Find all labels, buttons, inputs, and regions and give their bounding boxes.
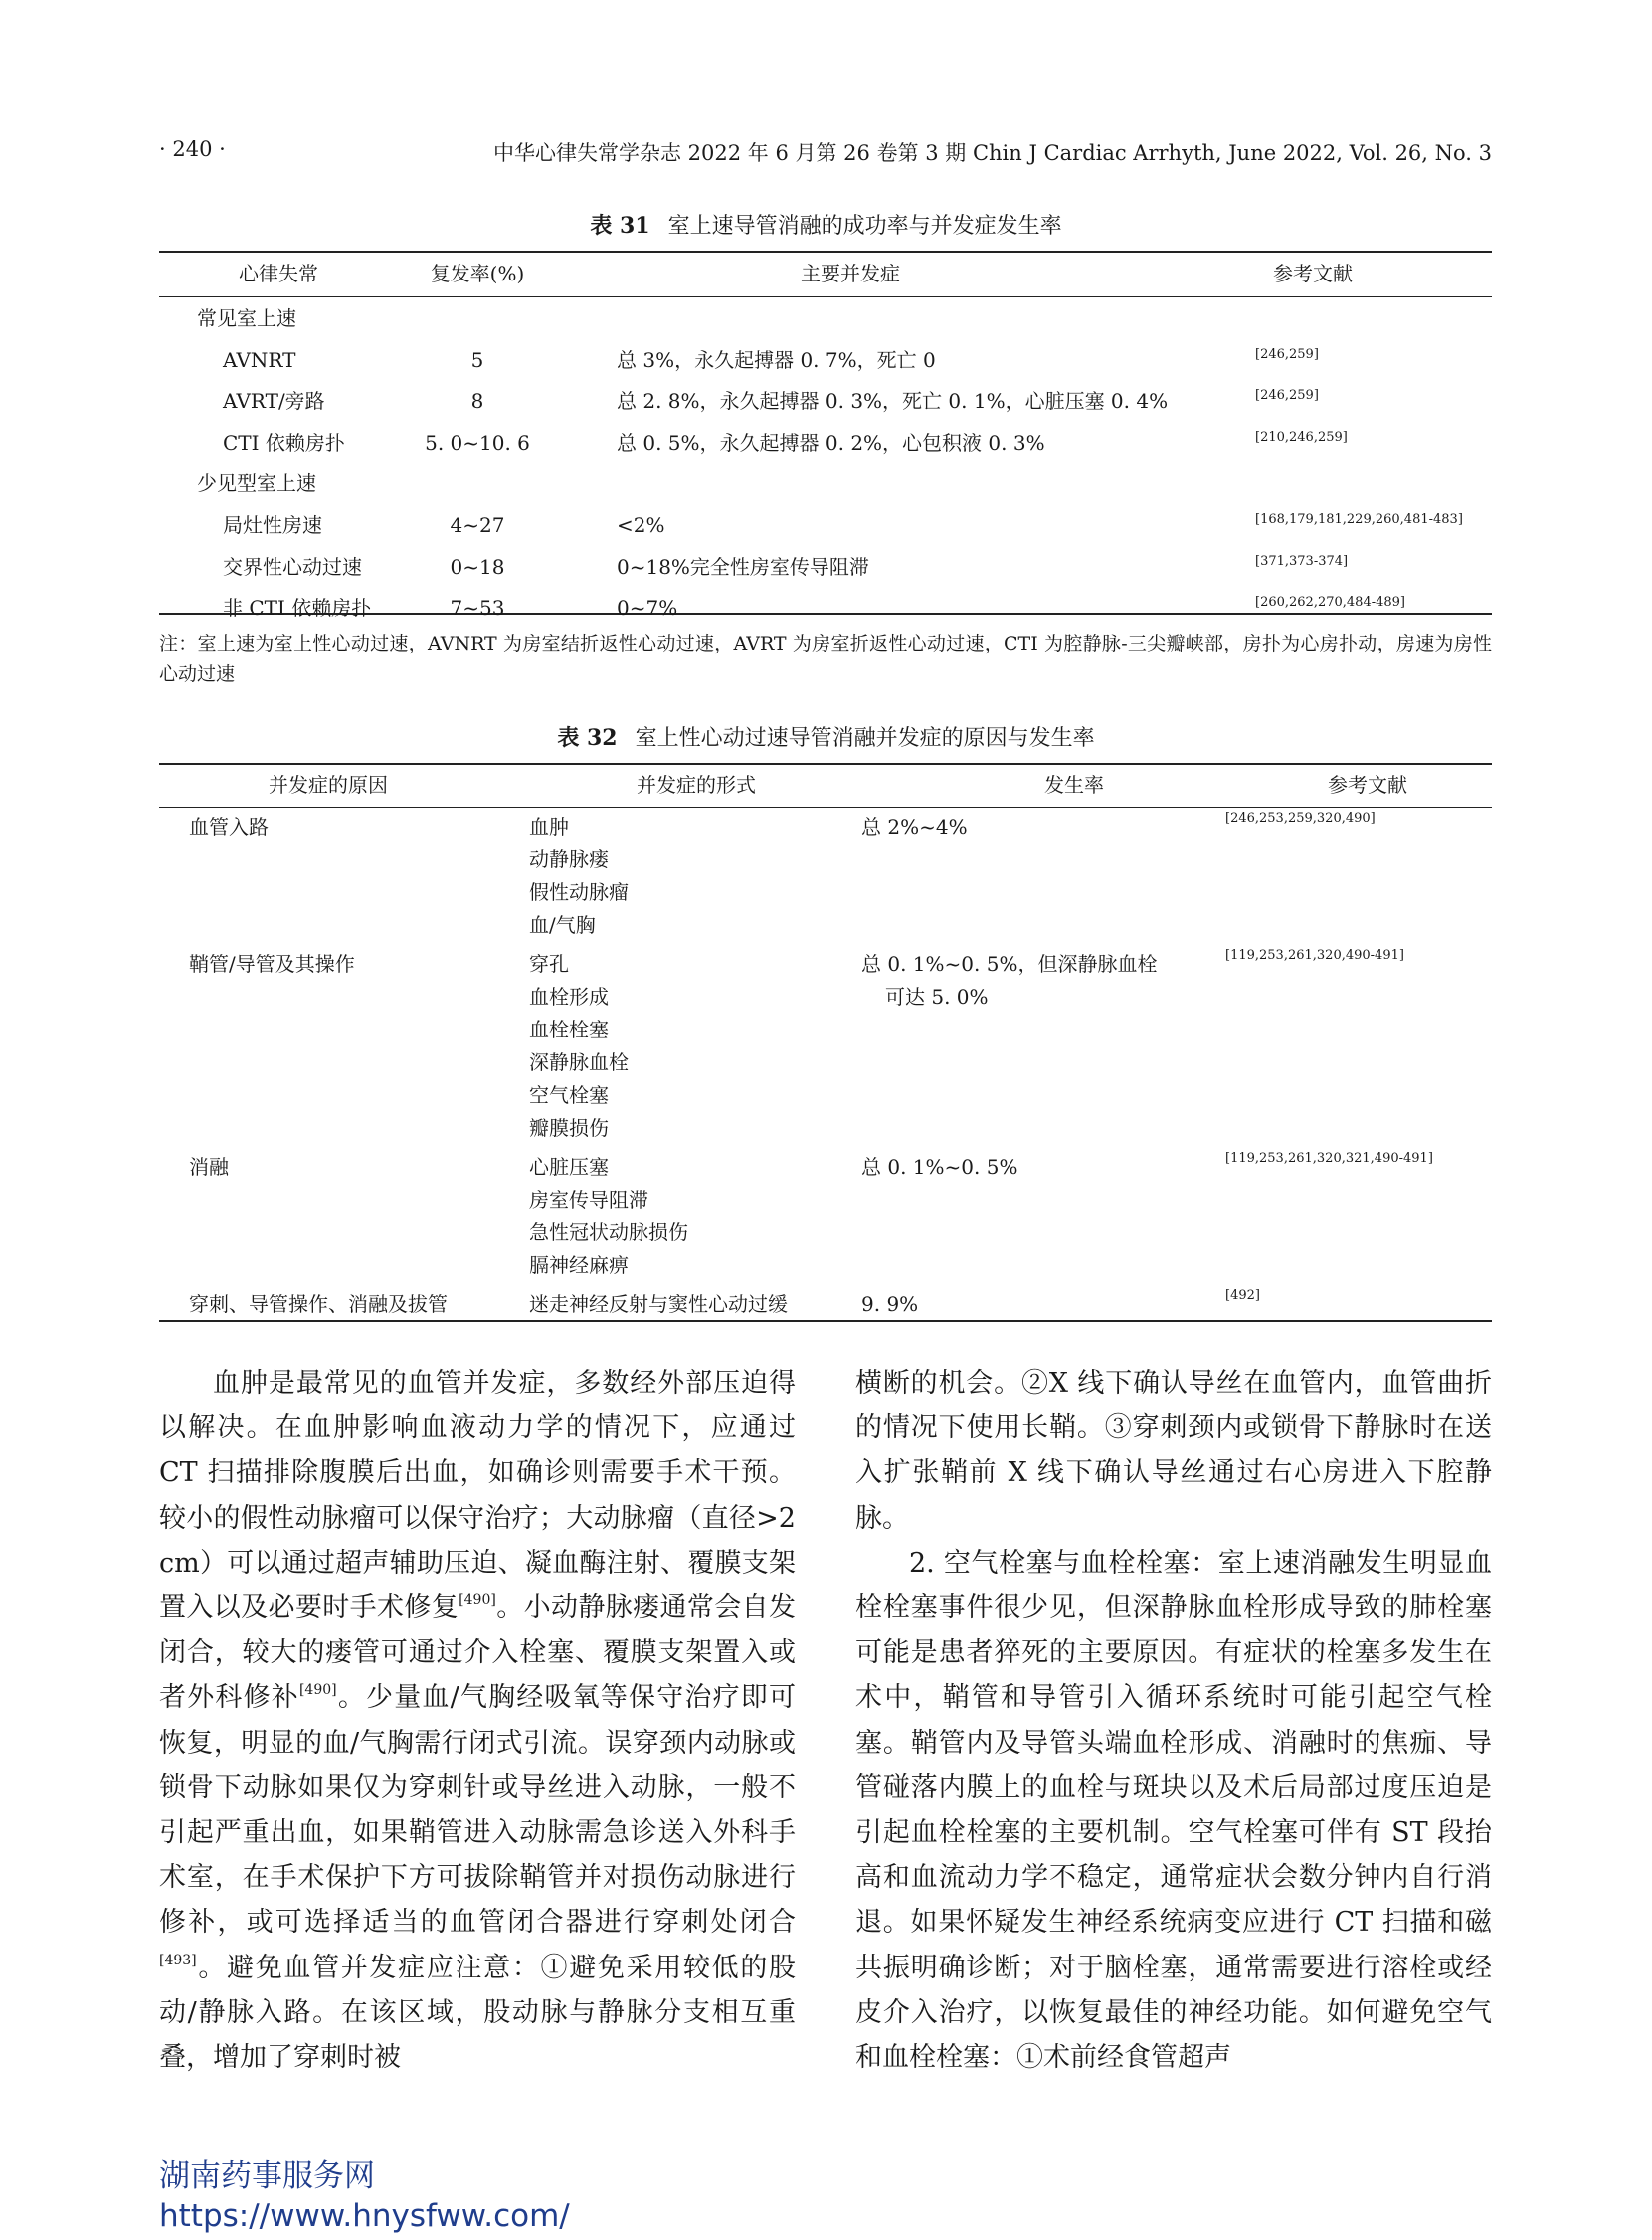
table-32 — [159, 763, 1492, 1326]
reference: [168,179,181,229,260,481-483] — [1255, 512, 1463, 527]
paragraph: 血肿是最常见的血管并发症，多数经外部压迫得以解决。在血肿影响血液动力学的情况下，应通过 CT 扫描排除腹膜后出血，如确诊则需要手术干预。较小的假性动脉瘤可以保守治疗；大动脉瘤（直径>2 cm）可以通过超声辅助压迫、凝血酶注射、覆膜支架置入以及必要时手术修复[490]。小动静脉瘘通常会自发闭合，较大的瘘管可通过介入栓塞、覆膜支架置入或者外科修补[490]。少量血/气胸经吸氧等保守治疗即可恢复，明显的血/气胸需行闭式引流。误穿颈内动脉或锁骨下动脉如果仅为穿刺针或导丝进入动脉，一般不引起严重出血，如果鞘管进入动脉需急诊送入外科手术室，在手术保护下方可拔除鞘管并对损伤动脉进行修补，或可选择适当的血管闭合器进行穿刺处闭合[493]。避免血管并发症应注意：①避免采用较低的股动/静脉入路。在该区域，股动脉与静脉分支相互重叠，增加了穿刺时被 — [159, 1368, 796, 2074]
column-header: 复发率(%) — [430, 262, 525, 285]
complication: 0~18%完全性房室传导阻滞 — [617, 554, 869, 579]
row-name: AVNRT — [223, 347, 296, 372]
column-header: 发生率 — [1044, 773, 1104, 797]
recurrence-rate: 4~27 — [450, 513, 505, 537]
paragraph: 2. 空气栓塞与血栓栓塞：室上速消融发生明显血栓栓塞事件很少见，但深静脉血栓形成导致的肺栓塞可能是患者猝死的主要原因。有症状的栓塞多发生在术中，鞘管和导管引入循环系统时可能引起空气栓塞。鞘管内及导管头端血栓形成、消融时的焦痂、导管碰落内膜上的血栓与斑块以及术后局部过度压迫是引起血栓栓塞的主要机制。空气栓塞可伴有 ST 段抬高和血流动力学不稳定，通常症状会数分钟内自行消退。如果怀疑发生神经系统病变应进行 CT 扫描和磁共振明确诊断；对于脑栓塞，通常需要进行溶栓或经皮介入治疗，以恢复最佳的神经功能。如何避免空气和血栓栓塞：①术前经食管超声 — [855, 1547, 1492, 2074]
complication-form: 急性冠状动脉损伤 — [529, 1220, 688, 1244]
reference: [119,253,261,320,321,490-491] — [1225, 1151, 1433, 1166]
complication-form: 深静脉血栓 — [529, 1050, 629, 1074]
complication-cause: 鞘管/导管及其操作 — [189, 952, 355, 976]
table-31 — [159, 251, 1492, 619]
body-column-left — [159, 1361, 796, 2080]
incidence-rate: 总 0. 1%~0. 5% — [861, 1155, 1018, 1179]
table-32-title: 室上性心动过速导管消融并发症的原因与发生率 — [635, 726, 1095, 751]
incidence-rate: 可达 5. 0% — [885, 985, 989, 1009]
table-31-top-rule — [159, 251, 1492, 253]
complication-cause: 血管入路 — [189, 815, 269, 839]
complication-form: 空气栓塞 — [529, 1083, 609, 1107]
journal-citation: 中华心律失常学杂志 2022 年 6 月第 26 卷第 3 期 Chin J Cardiac Arrhyth, June 2022, Vol. 26, No. 3 — [493, 141, 1492, 165]
row-name: 交界性心动过速 — [223, 554, 362, 579]
watermark-url[interactable]: https://www.hnysfww.com/ — [159, 2198, 570, 2234]
table-31-label: 表 31 — [590, 213, 650, 239]
paragraph: 横断的机会。②X 线下确认导丝在血管内，血管曲折的情况下使用长鞘。③穿刺颈内或锁骨下静脉时在送入扩张鞘前 X 线下确认导丝通过右心房进入下腔静脉。 — [855, 1368, 1492, 1534]
complication-form: 瓣膜损伤 — [529, 1116, 609, 1140]
complication-cause: 消融 — [189, 1155, 229, 1179]
complication-form: 穿孔 — [529, 952, 569, 976]
complication: 总 3%，永久起搏器 0. 7%，死亡 0 — [617, 347, 936, 372]
column-header: 心律失常 — [239, 262, 318, 285]
page-number: · 240 · — [159, 137, 226, 161]
reference: [260,262,270,484-489] — [1255, 595, 1405, 611]
reference: [246,253,259,320,490] — [1225, 811, 1376, 826]
complication-form: 血栓形成 — [529, 985, 609, 1009]
column-header: 参考文献 — [1273, 262, 1353, 285]
complication-form: 血栓栓塞 — [529, 1018, 609, 1041]
table-group-label: 常见室上速 — [197, 306, 296, 330]
complication: 总 2. 8%，永久起搏器 0. 3%，死亡 0. 1%，心脏压塞 0. 4% — [617, 389, 1169, 414]
recurrence-rate: 7~53 — [450, 596, 505, 621]
incidence-rate: 总 0. 1%~0. 5%，但深静脉血栓 — [861, 952, 1158, 976]
complication: 总 0. 5%，永久起搏器 0. 2%，心包积液 0. 3% — [617, 430, 1045, 455]
complication: 0~7% — [617, 596, 678, 621]
body-column-right — [855, 1361, 1492, 2080]
row-name: 非 CTI 依赖房扑 — [223, 596, 372, 621]
reference: [210,246,259] — [1255, 429, 1348, 445]
complication-form: 膈神经麻痹 — [529, 1253, 629, 1277]
complication-form: 假性动脉瘤 — [529, 880, 629, 904]
watermark-name: 湖南药事服务网 — [159, 2158, 375, 2194]
recurrence-rate: 5 — [470, 347, 484, 372]
table-31-title: 室上速导管消融的成功率与并发症发生率 — [667, 214, 1062, 239]
complication-form: 房室传导阻滞 — [529, 1188, 648, 1212]
complication-form: 血肿 — [529, 815, 569, 839]
table-32-header-rule — [159, 807, 1492, 808]
reference: [119,253,261,320,490-491] — [1225, 948, 1404, 963]
column-header: 主要并发症 — [801, 262, 900, 285]
table-31-caption — [0, 209, 1652, 240]
recurrence-rate: 8 — [470, 389, 484, 414]
incidence-rate: 9. 9% — [861, 1292, 919, 1316]
recurrence-rate: 0~18 — [450, 554, 505, 579]
incidence-rate: 总 2%~4% — [861, 815, 968, 839]
row-name: 局灶性房速 — [223, 513, 322, 537]
recurrence-rate: 5. 0~10. 6 — [425, 430, 530, 455]
row-name: AVRT/旁路 — [223, 389, 325, 414]
column-header: 并发症的原因 — [269, 773, 388, 797]
complication-form: 动静脉瘘 — [529, 847, 609, 871]
complication-form: 心脏压塞 — [529, 1155, 609, 1179]
table-group-label: 少见型室上速 — [197, 471, 316, 496]
table-32-bottom-rule — [159, 1320, 1492, 1322]
citation: [490] — [459, 1592, 496, 1609]
complication-cause: 穿刺、导管操作、消融及拔管 — [189, 1292, 448, 1316]
row-name: CTI 依赖房扑 — [223, 430, 345, 455]
table-31-note: 注：室上速为室上性心动过速，AVNRT 为房室结折返性心动过速，AVRT 为房室折返性心动过速，CTI 为腔静脉-三尖瓣峡部，房扑为心房扑动，房速为房性心动过速 — [159, 633, 1492, 685]
table-31-header-rule — [159, 296, 1492, 297]
column-header: 参考文献 — [1328, 773, 1407, 797]
table-32-label: 表 32 — [557, 725, 618, 751]
complication-form: 迷走神经反射与窦性心动过缓 — [529, 1292, 788, 1316]
complication-form: 血/气胸 — [529, 913, 596, 937]
citation: [490] — [298, 1682, 337, 1699]
running-header — [159, 137, 1492, 171]
citation: [493] — [159, 1952, 197, 1968]
watermark — [159, 2156, 570, 2236]
complication: <2% — [617, 513, 665, 537]
reference: [246,259] — [1255, 346, 1319, 362]
table-32-top-rule — [159, 763, 1492, 765]
reference: [246,259] — [1255, 388, 1319, 404]
column-header: 并发症的形式 — [637, 773, 756, 797]
reference: [492] — [1225, 1288, 1260, 1303]
reference: [371,373-374] — [1255, 553, 1349, 569]
table-32-caption — [0, 721, 1652, 752]
